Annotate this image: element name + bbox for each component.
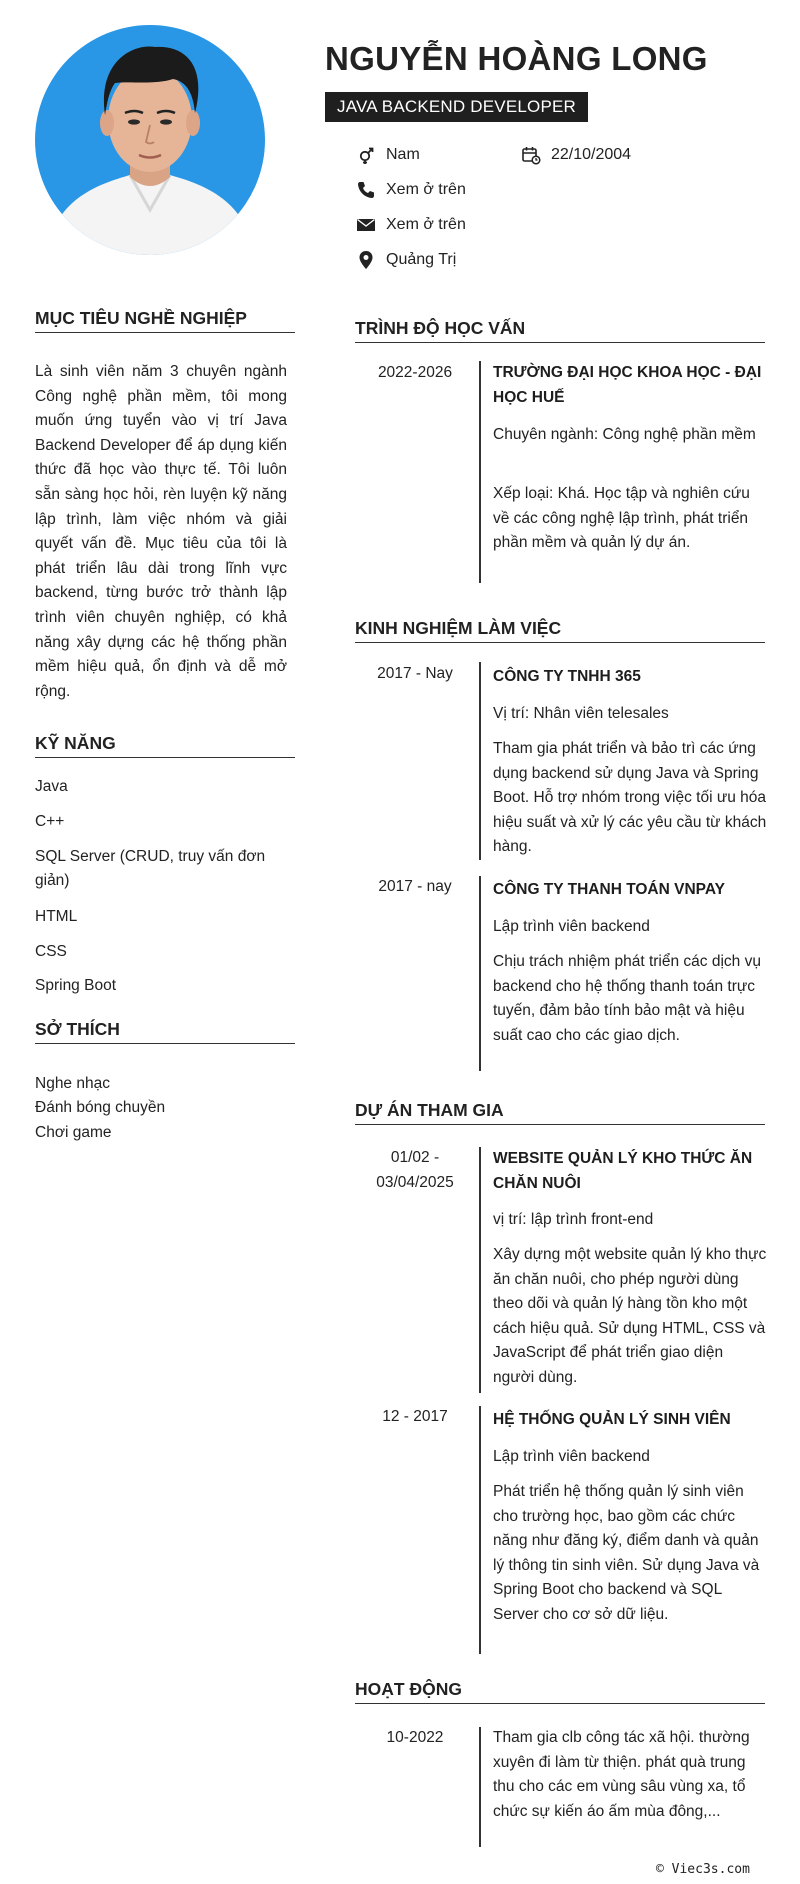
education-description: Xếp loại: Khá. Học tập và nghiên cứu về các công nghệ lập trình, phát triển phần mềm và quản lý dự án. (493, 485, 750, 552)
timeline-divider (479, 662, 481, 860)
phone-icon (356, 180, 376, 200)
watermark: © Viec3s.com (656, 1862, 750, 1877)
experience-company: CÔNG TY TNHH 365 (493, 668, 641, 685)
education-major: Chuyên ngành: Công nghệ phần mềm (493, 426, 756, 443)
map-pin-icon (356, 250, 376, 270)
experience-role: Vị trí: Nhân viên telesales (493, 705, 669, 722)
avatar (35, 25, 265, 255)
project-description: Xây dựng một website quản lý kho thực ăn chăn nuôi, cho phép người dùng theo dõi và quản lý hàng tồn kho một cách hiệu quả. Sử dụng HTML, CSS và JavaScript để phát triển giao diện người dùng. (493, 1246, 767, 1386)
objective-heading: MỤC TIÊU NGHỀ NGHIỆP (35, 308, 295, 333)
skill-item: CSS (35, 943, 67, 960)
project-description: Phát triển hệ thống quản lý sinh viên cho trường học, bao gồm các chức năng như đăng ký, điểm danh và quản lý thông tin sinh viên. Sử dụng Java và Spring Boot cho backend và SQL Server cho cơ sở dữ liệu. (493, 1483, 760, 1623)
calendar-icon (521, 145, 541, 165)
projects-heading: DỰ ÁN THAM GIA (355, 1100, 765, 1125)
candidate-name: NGUYỄN HOÀNG LONG (325, 40, 708, 77)
birthday-value: 22/10/2004 (551, 146, 632, 163)
experience-role: Lập trình viên backend (493, 918, 650, 935)
gender-value: Nam (386, 146, 420, 163)
activities-heading: HOẠT ĐỘNG (355, 1679, 765, 1704)
education-date: 2022-2026 (377, 364, 453, 381)
project-title: WEBSITE QUẢN LÝ KHO THỨC ĂN CHĂN NUÔI (493, 1150, 753, 1192)
skill-item: C++ (35, 813, 65, 830)
phone-value: Xem ở trên (386, 181, 466, 198)
hobby-item: Nghe nhạc (35, 1075, 110, 1092)
skill-item: SQL Server (CRUD, truy vấn đơn giản) (35, 848, 266, 889)
hobbies-heading: SỞ THÍCH (35, 1019, 295, 1044)
envelope-icon (356, 215, 376, 235)
skills-heading: KỸ NĂNG (35, 733, 295, 758)
skill-item: Java (35, 778, 68, 795)
timeline-divider (479, 1147, 481, 1393)
hobby-item: Chơi game (35, 1124, 112, 1141)
education-heading: TRÌNH ĐỘ HỌC VẤN (355, 318, 765, 343)
timeline-divider (479, 876, 481, 1071)
timeline-divider (479, 1727, 481, 1847)
project-date: 01/02 - 03/04/2025 (376, 1149, 454, 1191)
experience-description: Tham gia phát triển và bảo trì các ứng dụng backend sử dụng Java và Spring Boot. Hỗ trợ nhóm trong việc tối ưu hóa hiệu suất và xử lý các yêu cầu từ khách hàng. (493, 740, 767, 856)
job-title-badge: JAVA BACKEND DEVELOPER (325, 92, 588, 122)
project-role: Lập trình viên backend (493, 1448, 650, 1465)
project-title: HỆ THỐNG QUẢN LÝ SINH VIÊN (493, 1411, 731, 1428)
project-role: vị trí: lập trình front-end (493, 1211, 654, 1228)
experience-date: 2017 - Nay (377, 665, 453, 682)
project-date: 12 - 2017 (382, 1408, 448, 1425)
gender-icon (356, 145, 376, 165)
activity-description: Tham gia clb công tác xã hội. thường xuyên đi làm từ thiện. phát quà trung thu cho các em vùng sâu vùng xa, tổ chức sự kiến áo ấm mùa đông,... (493, 1729, 750, 1820)
experience-heading: KINH NGHIỆM LÀM VIỆC (355, 618, 765, 643)
timeline-divider (479, 1406, 481, 1654)
activity-date: 10-2022 (386, 1729, 444, 1746)
hobby-item: Đánh bóng chuyền (35, 1099, 166, 1116)
email-value: Xem ở trên (386, 216, 466, 233)
objective-text: Là sinh viên năm 3 chuyên ngành Công nghệ phần mềm, tôi mong muốn ứng tuyển vào vị trí Java Backend Developer để áp dụng kiến thức đã học vào thực tế. Tôi luôn sẵn sàng học hỏi, rèn luyện kỹ năng lập trình, làm việc nhóm và giải quyết vấn đề. Mục tiêu của tôi là phát triển lâu dài trong lĩnh vực backend, từng bước trở thành lập trình viên chuyên nghiệp, có khả năng xây dựng các hệ thống phần mềm hiệu quả, ổn định và dễ mở rộng. (35, 363, 287, 700)
experience-date: 2017 - nay (378, 878, 452, 895)
experience-description: Chịu trách nhiệm phát triển các dịch vụ backend cho hệ thống thanh toán trực tuyến, đảm bảo tính bảo mật và hiệu suất cao cho các giao dịch. (493, 953, 761, 1044)
timeline-divider (479, 361, 481, 583)
experience-company: CÔNG TY THANH TOÁN VNPAY (493, 881, 725, 898)
skill-item: Spring Boot (35, 977, 116, 994)
address-value: Quảng Trị (386, 251, 457, 268)
avatar-photo (35, 25, 265, 255)
skill-item: HTML (35, 908, 78, 925)
education-school: TRƯỜNG ĐẠI HỌC KHOA HỌC - ĐẠI HỌC HUẾ (493, 364, 762, 406)
